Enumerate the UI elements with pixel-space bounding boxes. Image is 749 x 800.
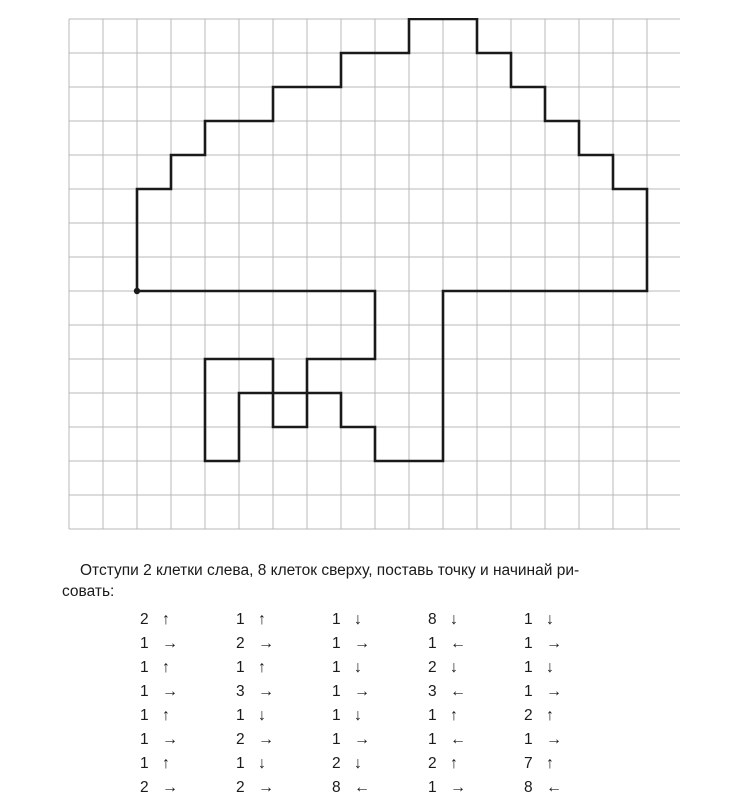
move-count: 2	[428, 755, 437, 772]
move-direction-icon: →	[162, 683, 178, 700]
move-direction-icon: ↓	[258, 707, 266, 724]
instruction-line-1: Отступи 2 клетки слева, 8 клеток сверху, поставь точку и начинай ри-	[80, 562, 580, 579]
move-direction-icon: ←	[354, 779, 370, 796]
move-direction-icon: →	[258, 779, 274, 796]
move-count: 1	[140, 707, 149, 724]
moves-list	[140, 608, 610, 800]
move-direction-icon: →	[546, 683, 562, 700]
move-direction-icon: ↓	[354, 611, 362, 628]
moves-row	[140, 704, 576, 728]
move-direction-icon: →	[258, 731, 274, 748]
move-count: 8	[332, 779, 341, 796]
move-direction-icon: ↑	[450, 755, 458, 772]
move-count: 3	[236, 683, 245, 700]
move-count: 1	[332, 707, 341, 724]
start-point-dot	[134, 288, 140, 294]
instruction-text	[62, 560, 692, 602]
move-direction-icon: ↑	[162, 659, 170, 676]
move-count: 2	[428, 659, 437, 676]
move-direction-icon: ↑	[258, 659, 266, 676]
move-count: 3	[428, 683, 437, 700]
move-count: 2	[236, 779, 245, 796]
move-direction-icon: ↑	[546, 707, 554, 724]
move-count: 8	[524, 779, 533, 796]
move-count: 1	[428, 779, 437, 796]
move-direction-icon: →	[354, 731, 370, 748]
graphic-dictation-grid	[68, 18, 680, 545]
move-count: 1	[140, 731, 149, 748]
move-count: 1	[140, 755, 149, 772]
move-count: 1	[236, 659, 245, 676]
move-direction-icon: ↓	[450, 611, 458, 628]
move-count: 1	[140, 635, 149, 652]
move-count: 1	[332, 659, 341, 676]
move-direction-icon: ↓	[258, 755, 266, 772]
move-direction-icon: ←	[450, 683, 466, 700]
move-count: 1	[140, 683, 149, 700]
move-count: 1	[524, 659, 533, 676]
move-count: 1	[524, 611, 533, 628]
move-count: 1	[428, 635, 437, 652]
moves-row	[140, 728, 576, 752]
moves-row	[140, 656, 576, 680]
move-count: 2	[236, 731, 245, 748]
move-direction-icon: →	[162, 731, 178, 748]
move-direction-icon: ↓	[546, 659, 554, 676]
move-direction-icon: ↓	[354, 659, 362, 676]
move-direction-icon: →	[354, 635, 370, 652]
move-count: 1	[524, 635, 533, 652]
move-count: 8	[428, 611, 437, 628]
move-count: 1	[524, 683, 533, 700]
move-direction-icon: ←	[450, 731, 466, 748]
move-direction-icon: ↓	[546, 611, 554, 628]
move-direction-icon: ↑	[546, 755, 554, 772]
move-count: 2	[332, 755, 341, 772]
mushroom-figure-path	[137, 19, 647, 461]
move-count: 7	[524, 755, 533, 772]
move-count: 1	[236, 707, 245, 724]
move-count: 1	[332, 731, 341, 748]
move-direction-icon: ↓	[354, 755, 362, 772]
move-direction-icon: ←	[450, 635, 466, 652]
move-count: 1	[524, 731, 533, 748]
move-direction-icon: →	[354, 683, 370, 700]
move-direction-icon: ↑	[450, 707, 458, 724]
moves-row	[140, 776, 576, 800]
grid-svg	[68, 18, 680, 545]
move-direction-icon: ↓	[354, 707, 362, 724]
move-direction-icon: →	[258, 635, 274, 652]
move-count: 1	[236, 755, 245, 772]
move-count: 1	[332, 611, 341, 628]
moves-row	[140, 632, 576, 656]
moves-row	[140, 608, 576, 632]
move-count: 1	[332, 635, 341, 652]
move-direction-icon: ↑	[162, 611, 170, 628]
move-direction-icon: →	[162, 635, 178, 652]
instruction-line-2: совать:	[62, 583, 115, 600]
moves-table	[140, 608, 576, 800]
move-direction-icon: ←	[546, 779, 562, 796]
move-direction-icon: →	[450, 779, 466, 796]
move-direction-icon: ↓	[450, 659, 458, 676]
move-count: 1	[428, 731, 437, 748]
move-direction-icon: ↑	[258, 611, 266, 628]
move-direction-icon: →	[258, 683, 274, 700]
move-count: 2	[524, 707, 533, 724]
move-direction-icon: ↑	[162, 707, 170, 724]
move-count: 1	[332, 683, 341, 700]
moves-row	[140, 752, 576, 776]
moves-row	[140, 680, 576, 704]
move-count: 1	[236, 611, 245, 628]
move-count: 2	[140, 779, 149, 796]
move-direction-icon: →	[546, 635, 562, 652]
move-direction-icon: →	[162, 779, 178, 796]
move-direction-icon: ↑	[162, 755, 170, 772]
move-count: 1	[140, 659, 149, 676]
move-count: 2	[236, 635, 245, 652]
move-count: 2	[140, 611, 149, 628]
move-direction-icon: →	[546, 731, 562, 748]
move-count: 1	[428, 707, 437, 724]
